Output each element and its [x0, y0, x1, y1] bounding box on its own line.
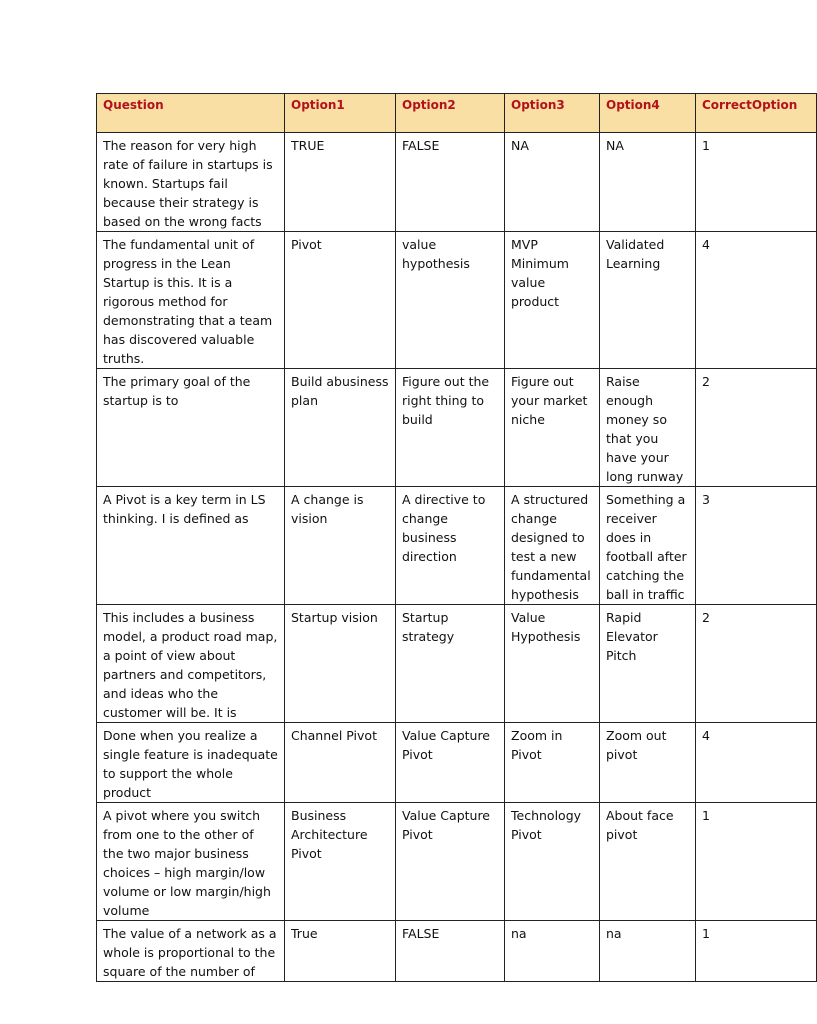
- option4-cell: Zoom out pivot: [600, 723, 696, 803]
- question-cell: This includes a business model, a product road map, a point of view about partners and competitors, and ideas who the customer will be. It is: [97, 605, 285, 723]
- correct-option-cell: 2: [696, 369, 817, 487]
- option2-cell: Figure out the right thing to build: [396, 369, 505, 487]
- table-row: [97, 487, 817, 605]
- option1-cell: A change is vision: [285, 487, 396, 605]
- option1-cell: True: [285, 921, 396, 982]
- option4-cell: NA: [600, 133, 696, 232]
- option3-cell: Zoom in Pivot: [505, 723, 600, 803]
- option1-cell: Build abusiness plan: [285, 369, 396, 487]
- option3-cell: na: [505, 921, 600, 982]
- quiz-table: [96, 93, 817, 982]
- option2-cell: value hypothesis: [396, 232, 505, 369]
- option4-cell: na: [600, 921, 696, 982]
- option3-cell: Technology Pivot: [505, 803, 600, 921]
- header-question: Question: [97, 94, 285, 133]
- table-row: [97, 232, 817, 369]
- option4-cell: Rapid Elevator Pitch: [600, 605, 696, 723]
- table-row: [97, 605, 817, 723]
- option1-cell: Startup vision: [285, 605, 396, 723]
- option3-cell: A structured change designed to test a new fundamental hypothesis: [505, 487, 600, 605]
- question-cell: The value of a network as a whole is proportional to the square of the number of: [97, 921, 285, 982]
- option3-cell: MVP Minimum value product: [505, 232, 600, 369]
- header-option3: Option3: [505, 94, 600, 133]
- option2-cell: Value Capture Pivot: [396, 723, 505, 803]
- correct-option-cell: 1: [696, 921, 817, 982]
- question-cell: The primary goal of the startup is to: [97, 369, 285, 487]
- header-correct-option: CorrectOption: [696, 94, 817, 133]
- table-row: [97, 921, 817, 982]
- option4-cell: Raise enough money so that you have your long runway: [600, 369, 696, 487]
- correct-option-cell: 2: [696, 605, 817, 723]
- table-row: [97, 133, 817, 232]
- option1-cell: Channel Pivot: [285, 723, 396, 803]
- header-row: [97, 94, 817, 133]
- option2-cell: Value Capture Pivot: [396, 803, 505, 921]
- question-cell: The fundamental unit of progress in the Lean Startup is this. It is a rigorous method for demonstrating that a team has discovered valuable truths.: [97, 232, 285, 369]
- option1-cell: Business Architecture Pivot: [285, 803, 396, 921]
- question-cell: Done when you realize a single feature is inadequate to support the whole product: [97, 723, 285, 803]
- table-row: [97, 803, 817, 921]
- correct-option-cell: 1: [696, 803, 817, 921]
- option4-cell: Validated Learning: [600, 232, 696, 369]
- option1-cell: Pivot: [285, 232, 396, 369]
- header-option2: Option2: [396, 94, 505, 133]
- correct-option-cell: 1: [696, 133, 817, 232]
- option2-cell: Startup strategy: [396, 605, 505, 723]
- question-cell: A pivot where you switch from one to the other of the two major business choices – high margin/low volume or low margin/high volume: [97, 803, 285, 921]
- header-option1: Option1: [285, 94, 396, 133]
- option4-cell: About face pivot: [600, 803, 696, 921]
- option1-cell: TRUE: [285, 133, 396, 232]
- option2-cell: FALSE: [396, 921, 505, 982]
- option3-cell: Figure out your market niche: [505, 369, 600, 487]
- option3-cell: Value Hypothesis: [505, 605, 600, 723]
- option4-cell: Something a receiver does in football after catching the ball in traffic: [600, 487, 696, 605]
- correct-option-cell: 4: [696, 232, 817, 369]
- option3-cell: NA: [505, 133, 600, 232]
- option2-cell: FALSE: [396, 133, 505, 232]
- header-option4: Option4: [600, 94, 696, 133]
- correct-option-cell: 3: [696, 487, 817, 605]
- correct-option-cell: 4: [696, 723, 817, 803]
- table-row: [97, 723, 817, 803]
- option2-cell: A directive to change business direction: [396, 487, 505, 605]
- table-row: [97, 369, 817, 487]
- question-cell: A Pivot is a key term in LS thinking. I is defined as: [97, 487, 285, 605]
- question-cell: The reason for very high rate of failure in startups is known. Startups fail because their strategy is based on the wrong facts: [97, 133, 285, 232]
